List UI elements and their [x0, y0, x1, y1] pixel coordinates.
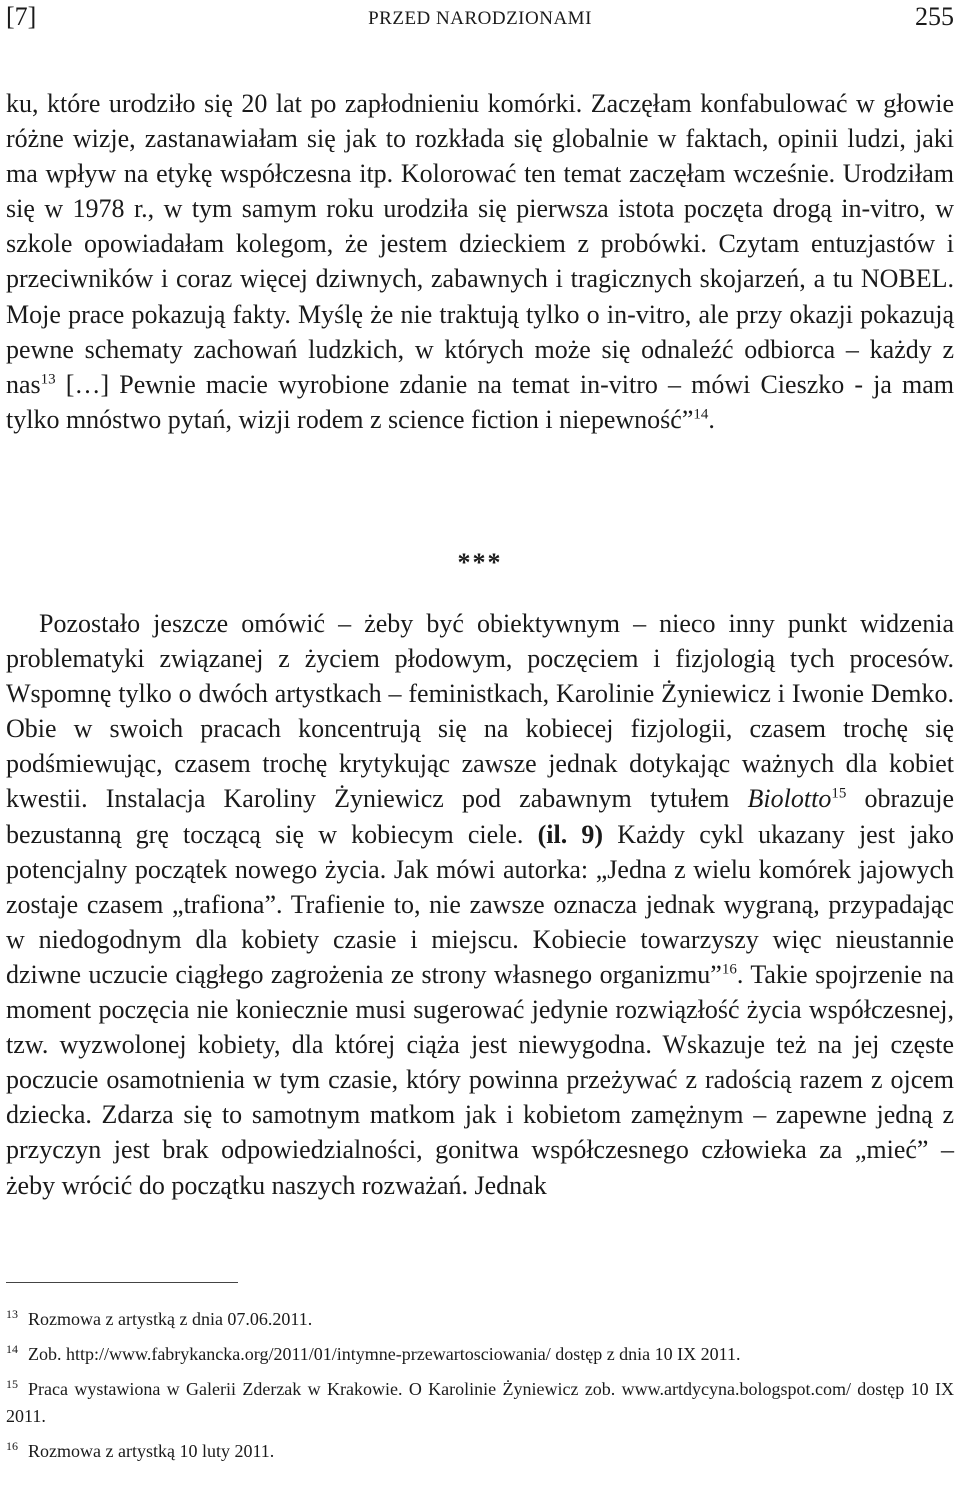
footnotes: [6, 1306, 954, 1473]
paragraph-text: . Takie spojrzenie na moment poczęcia nie koniecznie musi sugerować jedynie rozwiązłość życia współczesnej, tzw. wyzwolonej kobiety, dla której ciąża jest niewygodna. Wskazuje też na jej częste poczucie osamotnienia w tym czasie, który powinna przeżywać z radością razem z ojcem dziecka. Zdarza się to samotnym matkom jak i kobietom zamężnym – zapewne jedną z przyczyn jest brak odpowiedzialności, gonitwa współczesnego człowieka za „mieć” – żeby wrócić do początku naszych rozważań. Jednak: [6, 959, 954, 1200]
footnote-13: [6, 1306, 954, 1333]
paragraph-text: Każdy cykl ukazany jest jako potencjalny początek nowego życia. Jak mówi autorka: „Jedna z wielu komórek jajowych zostaje czasem „trafiona”. Trafienie to, nie zawsze oznacza jednak wygraną, przypadając w niedogodnym dla kobiety czasie i miejscu. Kobiecie towarzyszy więc nieustannie dziwne uczucie ciągłego zagrożenia ze strony własnego organizmu”: [6, 819, 954, 989]
illustration-ref: (il. 9): [537, 819, 604, 849]
paragraph-text: […] Pewnie macie wyrobione zdanie na temat in-vitro – mówi Cieszko - ja mam tylko mnóstwo pytań, wizji rodem z science fiction i niepewność”: [6, 369, 954, 434]
footnote-divider: [6, 1282, 238, 1283]
footnote-15: [6, 1376, 954, 1430]
page-number: 255: [915, 2, 954, 31]
footnote-ref-14[interactable]: 14: [693, 406, 709, 423]
body-paragraph-1: [6, 86, 954, 437]
footnote-14: [6, 1341, 954, 1368]
footnote-text: Rozmowa z artystką z dnia 07.06.2011.: [28, 1309, 313, 1329]
artwork-title: Biolotto: [747, 784, 832, 814]
running-header: [0, 0, 960, 40]
footnote-ref-15[interactable]: 15: [831, 785, 847, 802]
paragraph-text: obrazuje bezustanną grę toczącą się w kobiecym ciele.: [6, 784, 954, 849]
footnote-number: 15: [6, 1377, 18, 1391]
paragraph-text: ku, które urodziło się 20 lat po zapłodnieniu komórki. Zaczęłam konfabulować w głowie różne wizje, zastanawiałam się jak to rozkłada się globalnie w faktach, opinii ludzi, jaki ma wpływ na etykę współczesna itp. Kolorować ten temat zaczęłam wcześnie. Urodziłam się w 1978 r., w tym samym roku urodziła się pierwsza istota poczęta drogą in-vitro, w szkole opowiadałam kolegom, że jestem dzieckiem z probówki. Czytam entuzjastów i przeciwników i coraz więcej dziwnych, zabawnych i tragicznych skojarzeń, a tu NOBEL. Moje prace pokazują fakty. Myślę że nie traktują tylko o in-vitro, ale przy okazji pokazują pewne schematy zachowań ludzkich, w których może się odnaleźć odbiorca – każdy z nas: [6, 89, 954, 399]
footnote-text: Zob. http://www.fabrykancka.org/2011/01/intymne-przewartosciowania/ dostęp z dnia 10 IX 2011.: [28, 1344, 741, 1364]
footnote-16: [6, 1438, 954, 1465]
body-paragraph-2: [6, 606, 954, 1203]
footnote-number: 14: [6, 1342, 18, 1356]
paragraph-text: .: [708, 404, 715, 434]
footnote-text: Rozmowa z artystką 10 luty 2011.: [28, 1441, 275, 1461]
chapter-number: [7]: [6, 2, 37, 31]
paragraph-text: Pozostało jeszcze omówić – żeby być obiektywnym – nieco inny punkt widzenia problematyki związanej z życiem płodowym, poczęciem i fizjologią tych procesów. Wspomnę tylko o dwóch artystkach – feministkach, Karolinie Żyniewicz i Iwonie Demko. Obie w swoich pracach koncentrują się na kobiecej fizjologii, czasem trochę się podśmiewując, czasem trochę krytykując zawsze jednak dotykając ważnych dla kobiet kwestii. Instalacja Karoliny Żyniewicz pod zabawnym tytułem: [6, 609, 954, 814]
footnote-number: 13: [6, 1307, 18, 1321]
footnote-number: 16: [6, 1439, 18, 1453]
footnote-ref-13[interactable]: 13: [40, 371, 56, 388]
running-title: PRZED NARODZIONAMI: [368, 8, 592, 29]
footnote-ref-16[interactable]: 16: [721, 961, 737, 978]
footnote-text: Praca wystawiona w Galerii Zderzak w Krakowie. O Karolinie Żyniewicz zob. www.artdycyna.bologspot.com/ dostęp 10 IX 2011.: [6, 1379, 954, 1426]
section-separator: ***: [457, 548, 503, 577]
